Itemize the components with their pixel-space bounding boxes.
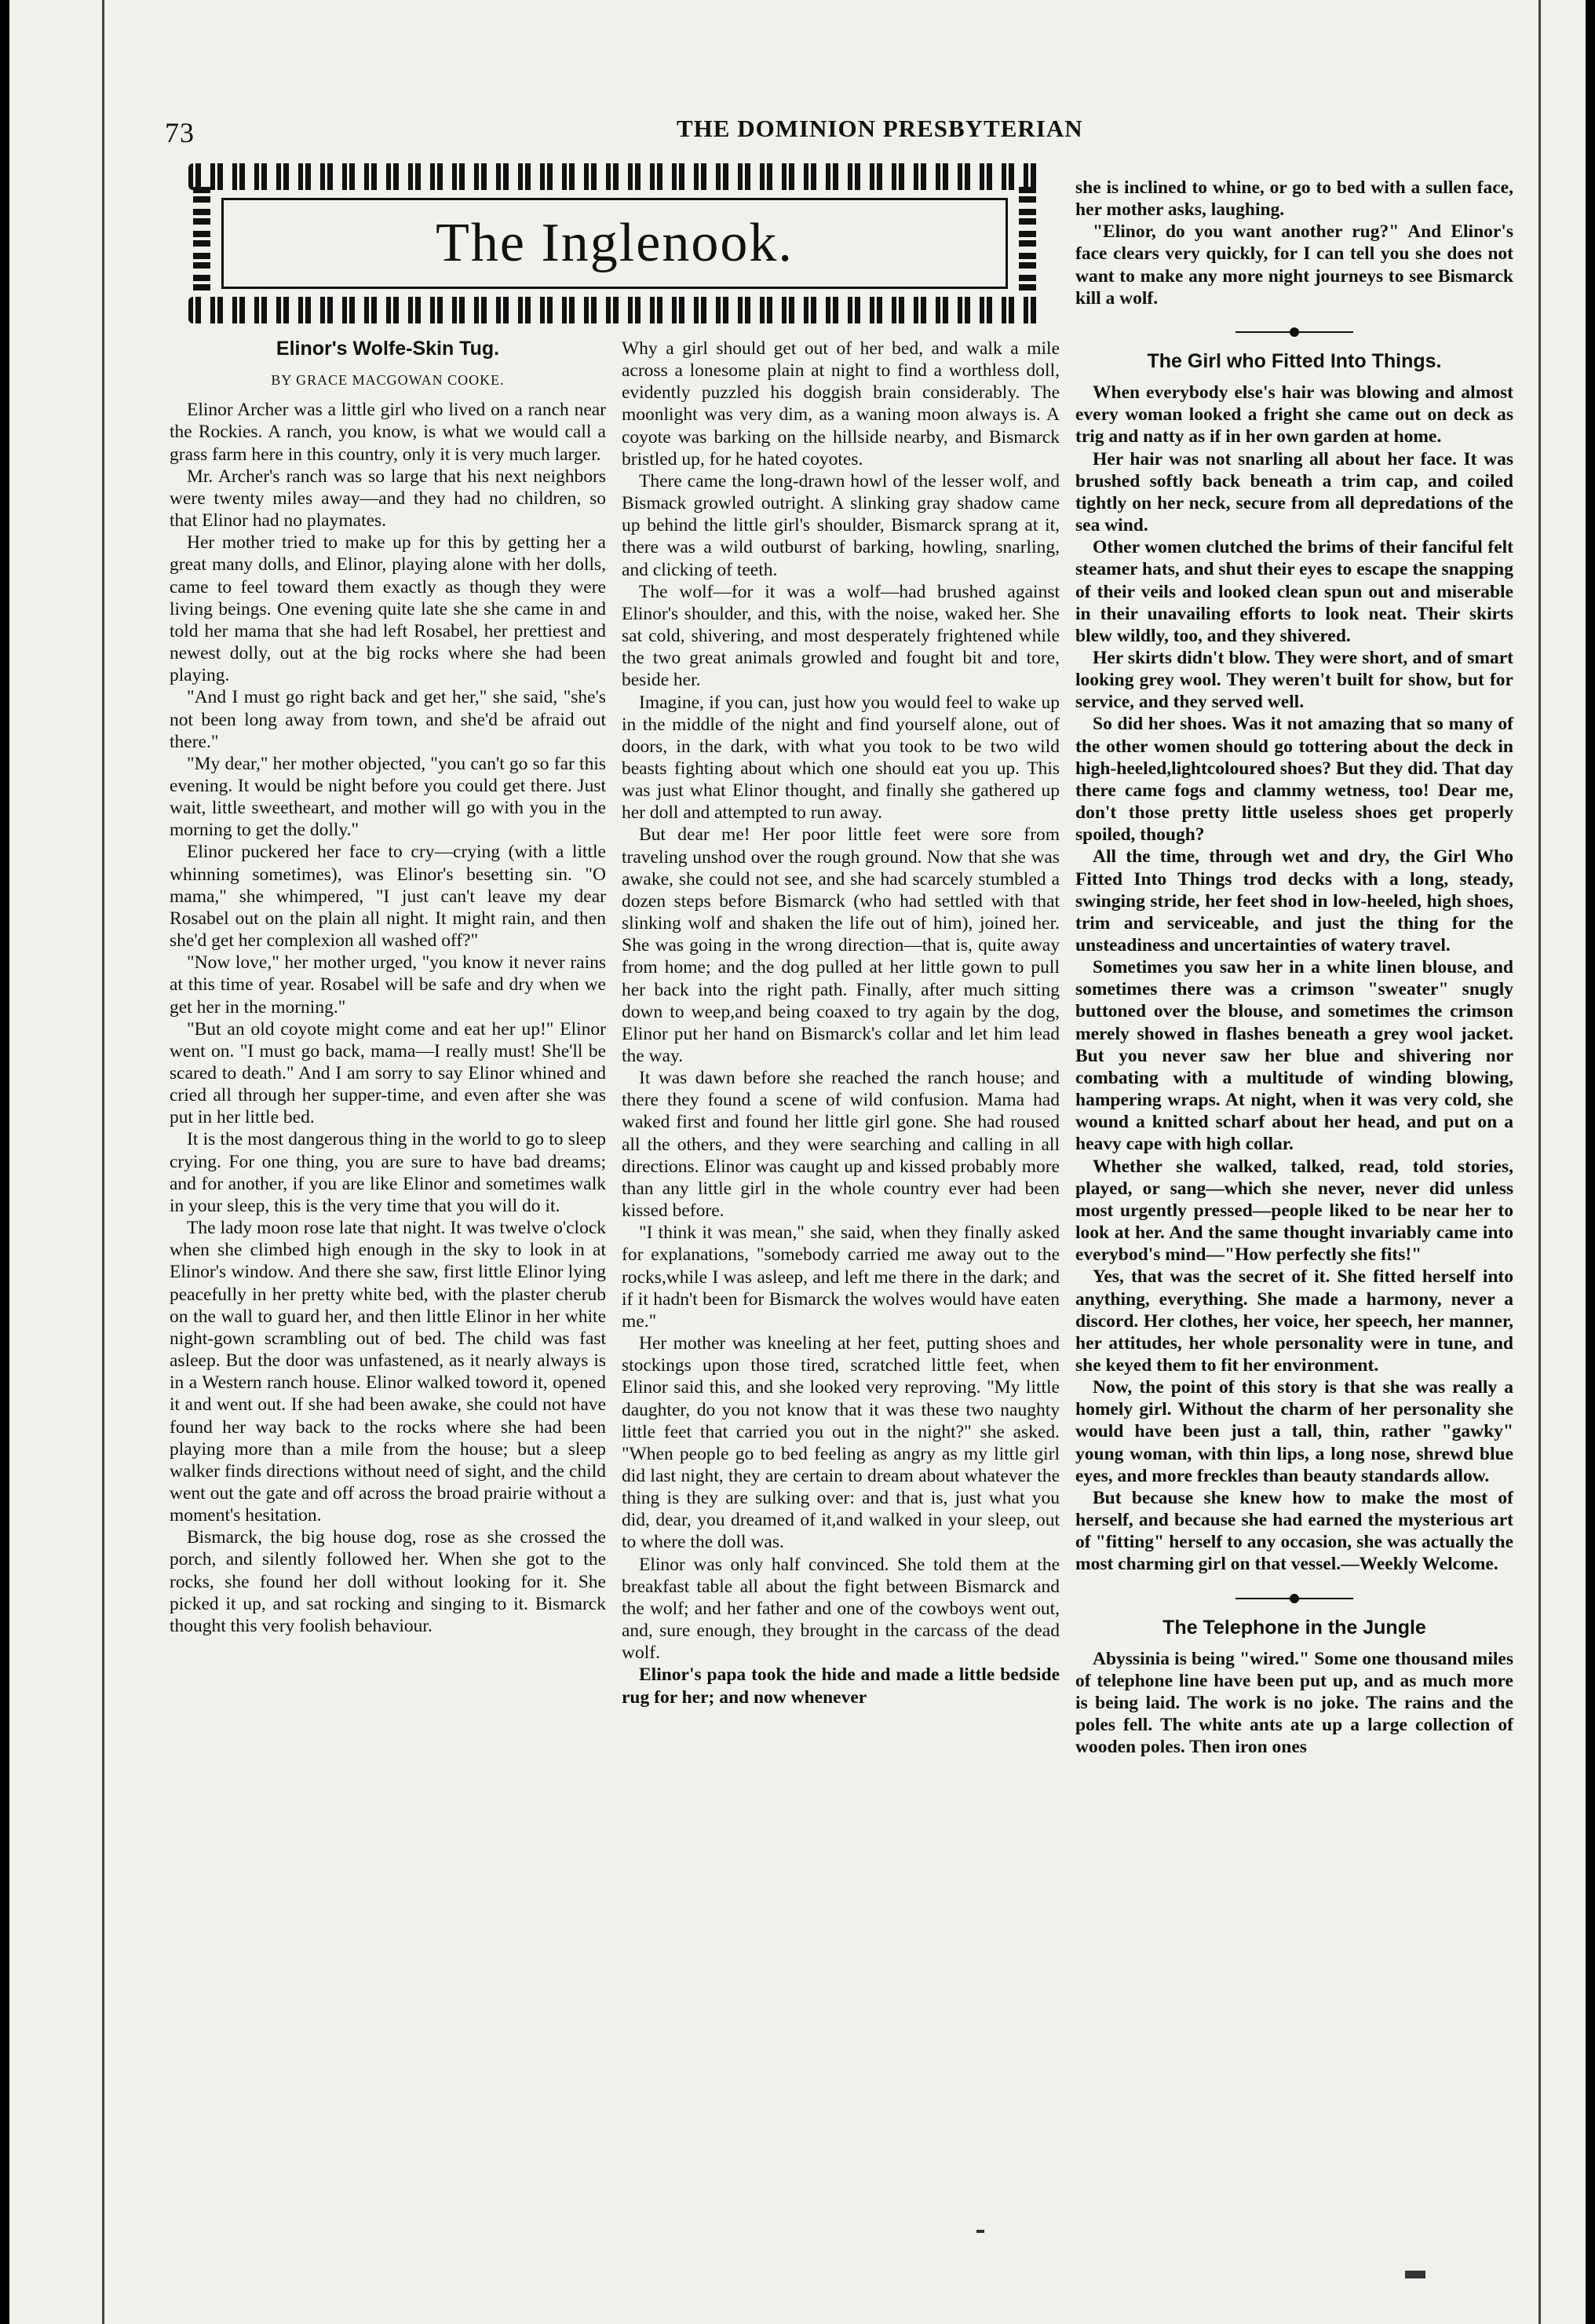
story-title: The Telephone in the Jungle [1162,1616,1426,1639]
paragraph: Yes, that was the secret of it. She fitted herself into anything, everything. She made a harmony, never a discord. Her clothes, her voice, her speech, her manner, her attitudes, her whole personality were in tune, and she keyed them to fit her environment. [1075,1266,1513,1376]
story-byline: BY GRACE MACGOWAN COOKE. [271,372,505,389]
paragraph: Abyssinia is being "wired." Some one thousand miles of telephone line have been put up, and as much more is being laid. The work is no joke. The rains and the poles fell. The white ants ate up a large collection of wooden poles. Then iron ones [1075,1648,1513,1758]
paragraph: she is inclined to whine, or go to bed with a sullen face, her mother asks, laughing. [1075,177,1513,221]
page-number: 73 [165,117,195,148]
paragraph: Whether she walked, talked, read, told stories, played, or sang—which she never, never did unless most urgently pressed—people liked to be near her to look at her. And the same thought invariably came into everybod's mind—"How perfectly she fits!" [1075,1156,1513,1266]
section-divider [1075,1598,1513,1599]
section-title-frame [221,198,1008,289]
paragraph: It is the most dangerous thing in the world to go to sleep crying. For one thing, you are sure to have bad dreams; and for another, if you are like Elinor and sometimes walk in your sleep, this is the very time that you will do it. [170,1129,606,1216]
column-1 [170,338,606,1637]
paragraph: "And I must go right back and get her," she said, "she's not been long away from town, and she'd be afraid out there." [170,687,606,752]
paragraph: Her hair was not snarling all about her face. It was brushed softly back beneath a trim cap, and coiled tightly on her neck, secure from all depredations of the sea wind. [1075,448,1513,536]
newspaper-page [9,0,1586,2324]
paragraph: Her mother was kneeling at her feet, putting shoes and stockings upon those tired, scratched little feet, when Elinor said this, and she looked very reproving. "My little daughter, do you not know that it was these two naughty little feet that carried you out in the night?" she asked. "When people go to bed feeling as angry as my little girl did last night, they are certain to dream about whatever the thing is they are sulking over: and that is, just what you did, dear, you dreamed of it,and walked in your sleep, out to where the doll was. [622,1333,1060,1553]
paragraph: "Now love," her mother urged, "you know it never rains at this time of year. Rosabel will be safe and dry when we get her in the morning." [170,952,606,1018]
paragraph: But dear me! Her poor little feet were sore from traveling unshod over the rough ground. Now that she was awake, she could not see, and she had scarcely stumbled a dozen steps before Bismarck (who had settled with that slinking wolf and shaken the life out of him), joined her. She was going in the wrong direction—that is, quite away from home; and the dog pulled at her little gown to pull her back into the right path. Finally, after much sitting down to weep,and being coaxed to try again by the dog, Elinor put her hand on Bismarck's collar and let him lead the way. [622,824,1060,1066]
story-title: The Girl who Fitted Into Things. [1147,349,1442,372]
paragraph: Elinor Archer was a little girl who lived on a ranch near the Rockies. A ranch, you know, is what we would call a grass farm here in this country, only it is very much larger. [170,400,606,465]
paragraph: "I think it was mean," she said, when they finally asked for explanations, "somebody carried me away out to the rocks,while I was asleep, and left me there in the dark; and if it hadn't been for Bismarck the wolves would have eaten me." [622,1222,1060,1332]
paragraph: Her mother tried to make up for this by getting her a great many dolls, and Elinor, playing alone with her dolls, came to feel toward them exactly as though they were living beings. One evening quite late she she came in and told her mama that she had left Rosabel, her prettiest and newest dolly, out at the big rocks where she had been playing. [170,532,606,686]
paragraph: "Elinor, do you want another rug?" And Elinor's face clears very quickly, for I can tell you she does not want to make any more night journeys to see Bismarck kill a wolf. [1075,221,1513,309]
paragraph: It was dawn before she reached the ranch house; and there they found a scene of wild confusion. Mama had waked first and found her little girl gone. She had roused all the others, and they were searching and calling in all directions. Elinor was caught up and kissed probably more than any little girl in the whole country ever had been kissed before. [622,1068,1060,1222]
ornament-border-bottom [188,297,1041,323]
ornament-border-right [1019,187,1036,300]
paragraph: Why a girl should get out of her bed, and walk a mile across a lonesome plain at night to find a worthless doll, evidently puzzled his doggish brain considerably. The moonlight was very dim, as a waning moon always is. A coyote was barking on the hillside nearby, and Bismarck bristled up, for he hated coyotes. [622,338,1060,470]
paragraph: The wolf—for it was a wolf—had brushed against Elinor's shoulder, and this, with the noise, waked her. She sat cold, shivering, and most desperately frightened while the two great animals growled and fought bit and tore, beside her. [622,581,1060,691]
paragraph: Elinor was only half convinced. She told them at the breakfast table all about the fight between Bismarck and the wolf; and her father and one of the cowboys went out, and, sure enough, they brought in the carcass of the dead wolf. [622,1554,1060,1664]
page-edge-left [102,0,104,2324]
masthead: THE DOMINION PRESBYTERIAN [677,115,1083,142]
section-divider [1075,331,1513,333]
paragraph: Elinor's papa took the hide and made a little bedside rug for her; and now whenever [622,1664,1060,1708]
print-speck [1405,2271,1425,2278]
story-title: Elinor's Wolfe-Skin Tug. [276,338,500,360]
section-title-box [188,163,1041,323]
paragraph: The lady moon rose late that night. It was twelve o'clock when she climbed high enough in the sky to look in at Elinor's window. And there she saw, first little Elinor lying peacefully in her pretty white bed, with the plaster cherub on the wall to guard her, and then little Elinor in her white night-gown scrambling out of bed. The child was fast asleep. But the door was unfastened, as it nearly always is in a Western ranch house. Elinor walked toword it, opened it and went out. If she had been awake, she could not have found her way back to the rocks where she had been playing more than a mile from the house; but a sleep walker finds directions without need of sight, and the child went out the gate and off across the broad prairie without a moment's hesitation. [170,1218,606,1526]
paragraph: "But an old coyote might come and eat her up!" Elinor went on. "I must go back, mama—I really must! She'll be scared to death." And I am sorry to say Elinor whined and cried all through her supper-time, and even after she was put in her little bed. [170,1018,606,1128]
print-speck [976,2230,984,2233]
column-2 [622,338,1060,1708]
section-title: The Inglenook. [436,213,794,273]
paragraph: Imagine, if you can, just how you would feel to wake up in the middle of the night and find yourself alone, out of doors, in the dark, with what you took to be two wild beasts fighting about which one should eat you up. This was just what Elinor thought, and finally she gathered up her doll and attempted to run away. [622,692,1060,824]
paragraph: "My dear," her mother objected, "you can't go so far this evening. It would be night before you could get there. Just wait, little sweetheart, and mother will go with you in the morning to get the dolly." [170,753,606,841]
paragraph: Bismarck, the big house dog, rose as she crossed the porch, and silently followed her. When she got to the rocks, she found her doll without looking for it. She picked it up, and sat rocking and singing to it. Bismarck thought this very foolish behaviour. [170,1527,606,1636]
paragraph: Other women clutched the brims of their fanciful felt steamer hats, and shut their eyes to escape the snapping of their veils and looked clean spun out and miserable in their unavailing efforts to look neat. Their skirts blew wildly, too, and they shivered. [1075,537,1513,646]
paragraph: Sometimes you saw her in a white linen blouse, and sometimes there was a crimson "sweater" snugly buttoned over the blouse, and sometimes the crimson merely showed in flashes beneath a grey wool jacket. But you never saw her blue and shivering nor combating with a multitude of winding blowing, hampering wraps. At night, when it was very cold, she wound a knitted scharf about her head, and put on a heavy cape with high collar. [1075,957,1513,1155]
ornament-border-left [193,187,210,300]
paragraph: But because she knew how to make the most of herself, and because she had earned the mysterious art of "fitting" herself to any occasion, she was actually the most charming girl on that vessel.—Weekly Welcome. [1075,1487,1513,1575]
paragraph: When everybody else's hair was blowing and almost every woman looked a fright she came out on deck as trig and natty as if in her own garden at home. [1075,382,1513,448]
column-3 [1075,177,1513,1758]
paragraph: Elinor puckered her face to cry—crying (with a little whinning sometimes), was Elinor's besetting sin. "O mama," she whimpered, "I just can't leave my dear Rosabel out on the plain all night. It might rain, and then she'd get her complexion all washed off?" [170,842,606,952]
paragraph: All the time, through wet and dry, the Girl Who Fitted Into Things trod decks with a long, steady, swinging stride, her feet shod in low-heeled, high shoes, trim and serviceable, and just the thing for the unsteadiness and uncertainties of watery travel. [1075,846,1513,956]
paragraph: So did her shoes. Was it not amazing that so many of the other women should go tottering about the deck in high-heeled,lightcoloured shoes? But they did. That day there came fogs and clammy wetness, too! Dear me, don't those pretty little useless shoes get properly spoiled, though? [1075,714,1514,846]
paragraph: Mr. Archer's ranch was so large that his next neighbors were twenty miles away—and they had no children, so that Elinor had no playmates. [170,466,606,532]
ornament-border-top [188,163,1041,190]
page-edge-right [1538,0,1541,2324]
paragraph: Now, the point of this story is that she was really a homely girl. Without the charm of her personality she would have been just a tall, thin, rather "gawky" young woman, with thin lips, a long nose, shrewd blue eyes, and more freckles than beauty standards allow. [1075,1377,1513,1486]
paragraph: There came the long-drawn howl of the lesser wolf, and Bismack growled outright. A slinking gray shadow came up behind the little girl's shoulder, Bismarck sprang at it, there was a wild outburst of barking, howling, snarling, and clicking of teeth. [622,470,1060,580]
paragraph: Her skirts didn't blow. They were short, and of smart looking grey wool. They weren't built for show, but for service, and they served well. [1075,647,1513,713]
